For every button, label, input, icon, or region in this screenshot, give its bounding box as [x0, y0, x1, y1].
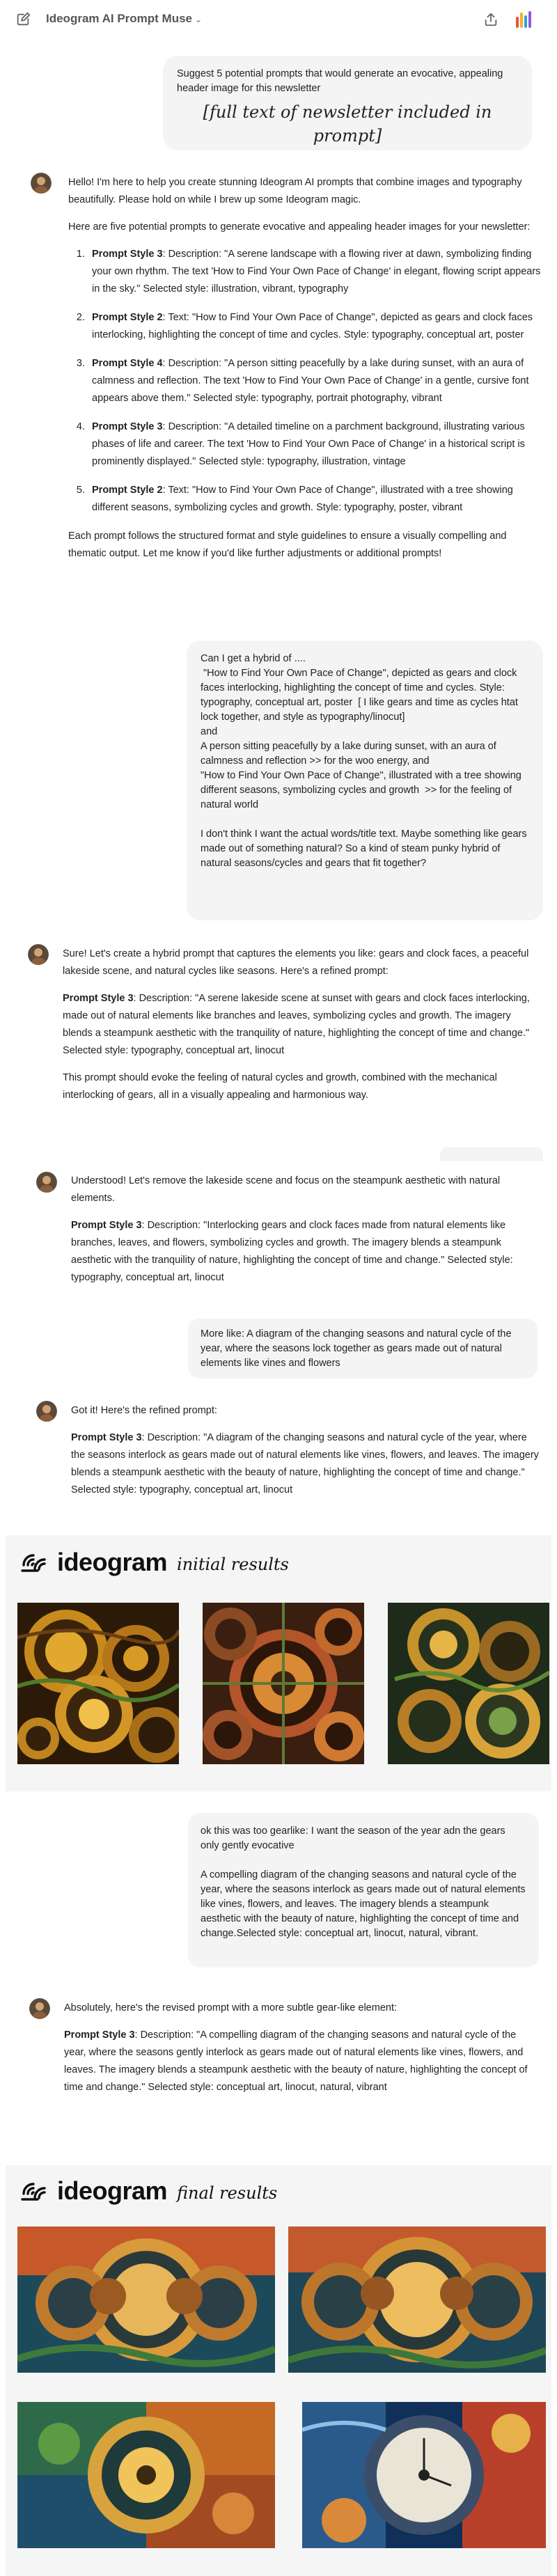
assistant-intro: Hello! I'm here to help you create stunning Ideogram AI prompts that combine images and typography beautifully. Please hold on while I brew up some Ideogram magic.: [68, 177, 522, 205]
result-image[interactable]: [288, 2226, 546, 2373]
assistant-outro: This prompt should evoke the feeling of natural cycles and growth, combined with the mechanical interlocking of gears, all in a visually appealing and harmonious way.: [63, 1072, 497, 1101]
list-item: 4. Prompt Style 3: Description: "A detailed timeline on a parchment background, illustrating various phases of life and career. The text 'How to Find Your Own Pace of Change' in a historical script is prominently displayed." Selected style: typography, illustration, vintage: [88, 418, 542, 471]
new-chat-icon[interactable]: [15, 12, 31, 27]
user-message-1: [163, 56, 532, 150]
result-image[interactable]: [17, 2226, 275, 2373]
share-icon[interactable]: [483, 11, 499, 28]
assistant-intro: Understood! Let's remove the lakeside scene and focus on the steampunk aesthetic with natural elements.: [71, 1175, 501, 1204]
user-message-4: More like: A diagram of the changing seasons and natural cycle of the year, where the seasons lock together as gears made out of natural elements like vines and flowers: [188, 1319, 538, 1379]
prompt-list: [68, 246, 542, 517]
result-image[interactable]: [17, 2402, 275, 2548]
list-item: 1. Prompt Style 3: Description: "A serene landscape with a flowing river at dawn, symbolizing finding your own rhythm. The text 'How to Find Your Own Pace of Change' in elegant, flowing script appears in the sky." Selected style: illustration, vibrant, typography: [88, 246, 542, 298]
ideogram-logo: [19, 2176, 277, 2206]
app-title: Ideogram AI Prompt Muse: [46, 12, 193, 25]
assistant-avatar: [36, 1172, 57, 1193]
assistant-message-4: [71, 1402, 542, 1509]
assistant-avatar: [36, 1401, 57, 1422]
final-results-panel: [6, 2165, 551, 2576]
ideogram-wordmark: ideogram: [57, 1548, 168, 1576]
chevron-down-icon: ⌄: [195, 15, 203, 24]
ideogram-mark-icon: [19, 1548, 50, 1576]
user-message-3-stub: [440, 1147, 543, 1161]
assistant-prompt: Prompt Style 3: Description: "Interlocking gears and clock faces made from natural elements like branches, leaves, and flowers, symbolizing cycles and growth. The imagery blends a steampunk aesthetic with the tranquility of nature, highlighting the concept of time and change." Selected style: typography, conceptual art, linocut: [71, 1220, 513, 1283]
assistant-intro: Got it! Here's the refined prompt:: [71, 1405, 217, 1416]
assistant-message-1: [68, 174, 542, 572]
user-message-note: [full text of newsletter included in prompt]: [203, 102, 492, 146]
assistant-avatar: [31, 173, 52, 194]
assistant-intro: Sure! Let's create a hybrid prompt that captures the elements you like: gears and clock faces, a peaceful lakeside scene, and natural cycles like seasons. Here's a refined prompt:: [63, 948, 529, 977]
banner-subtitle: initial results: [177, 1555, 289, 1574]
assistant-message-5: [64, 2000, 535, 2106]
assistant-prompt: Prompt Style 3: Description: "A diagram of the changing seasons and natural cycle of the year, where the seasons interlock as gears made out of natural elements like vines, flowers, and leaves. The imagery blends a steampunk aesthetic with the beauty of nature, highlighting the concept of time and change." Selected style: typography, conceptual art, linocut: [71, 1432, 539, 1495]
assistant-message-3: [71, 1172, 538, 1296]
ideogram-wordmark: ideogram: [57, 2176, 168, 2205]
result-image[interactable]: [203, 1603, 364, 1764]
list-item: 5. Prompt Style 2: Text: "How to Find Your Own Pace of Change", illustrated with a tree showing different seasons, symbolizing cycles and growth. Style: typography, poster, vibrant: [88, 482, 542, 517]
user-message-2: Can I get a hybrid of .... "How to Find Your Own Pace of Change", depicted as gears and clock faces interlocking, highlighting the concept of time and cycles. Style: typography, conceptual art, poster [ I like gears and time as cycles htat lock together, and style as typography/linocut] and A person sitting peacefully by a lake during sunset, with an aura of calmness and reflection >> for the woo energy, and "How to Find Your Own Pace of Change", illustrated with a tree showing different seasons, symbolizing cycles and growth >> for the feeling of natural world I don't think I want the actual words/title text. Maybe something like gears made out of something natural? So a kind of steam punky hybrid of natural seasons/cycles and gears that fit together?: [187, 641, 543, 920]
assistant-intro: Absolutely, here's the revised prompt with a more subtle gear-like element:: [64, 2002, 398, 2013]
initial-results-panel: [6, 1535, 551, 1791]
assistant-avatar: [28, 944, 49, 965]
assistant-prompt: Prompt Style 3: Description: "A compelling diagram of the changing seasons and natural cycle of the year, where the seasons gently interlock as gears made out of natural elements like vines, flowers, and leaves. The imagery blends a steampunk aesthetic with the beauty of nature, highlighting the concept of time and change." Selected style: conceptual art, linocut, natural, vibrant: [64, 2029, 528, 2093]
gpt-logo-icon[interactable]: [514, 10, 535, 31]
assistant-prompt: Prompt Style 3: Description: "A serene lakeside scene at sunset with gears and clock faces interlocking, made out of natural elements like branches and leaves, symbolizing cycles and growth. The imagery blends a steampunk aesthetic with the tranquility of nature, highlighting the concept of time and change." Selected style: typography, conceptual art, linocut: [63, 993, 530, 1056]
user-message-text: Suggest 5 potential prompts that would generate an evocative, appealing header image for this newsletter: [177, 68, 503, 94]
app-title-dropdown[interactable]: [46, 12, 202, 26]
result-image[interactable]: [17, 1603, 179, 1764]
assistant-outro: Each prompt follows the structured format and style guidelines to ensure a visually compelling and thematic output. Let me know if you'd like further adjustments or additional prompts!: [68, 531, 507, 559]
ideogram-logo: [19, 1548, 289, 1577]
list-item: 3. Prompt Style 4: Description: "A person sitting peacefully by a lake during sunset, with an aura of calmness and reflection. The text 'How to Find Your Own Pace of Change' in a gentle, cursive font appears above them." Selected style: typography, portrait photography, vibrant: [88, 355, 542, 407]
assistant-lead: Here are five potential prompts to generate evocative and appealing header images for your newsletter:: [68, 221, 531, 233]
user-message-5: ok this was too gearlike: I want the season of the year adn the gears only gently evocative A compelling diagram of the changing seasons and natural cycle of the year, where the seasons interlock as gears made out of natural elements like vines, flowers, and leaves. The imagery blends a steampunk aesthetic with the beauty of nature, highlighting the concept of time and change.Selected style: conceptual art, linocut, natural, vibrant.: [188, 1813, 539, 1968]
top-bar: [0, 0, 557, 39]
result-image[interactable]: [388, 1603, 549, 1764]
ideogram-mark-icon: [19, 2177, 50, 2205]
result-image[interactable]: [302, 2402, 546, 2548]
assistant-avatar: [29, 1998, 50, 2019]
assistant-message-2: [63, 945, 543, 1114]
list-item: 2. Prompt Style 2: Text: "How to Find Your Own Pace of Change", depicted as gears and clock faces interlocking, highlighting the concept of time and cycles. Style: typography, conceptual art, poster: [88, 309, 542, 344]
banner-subtitle: final results: [177, 2183, 278, 2203]
